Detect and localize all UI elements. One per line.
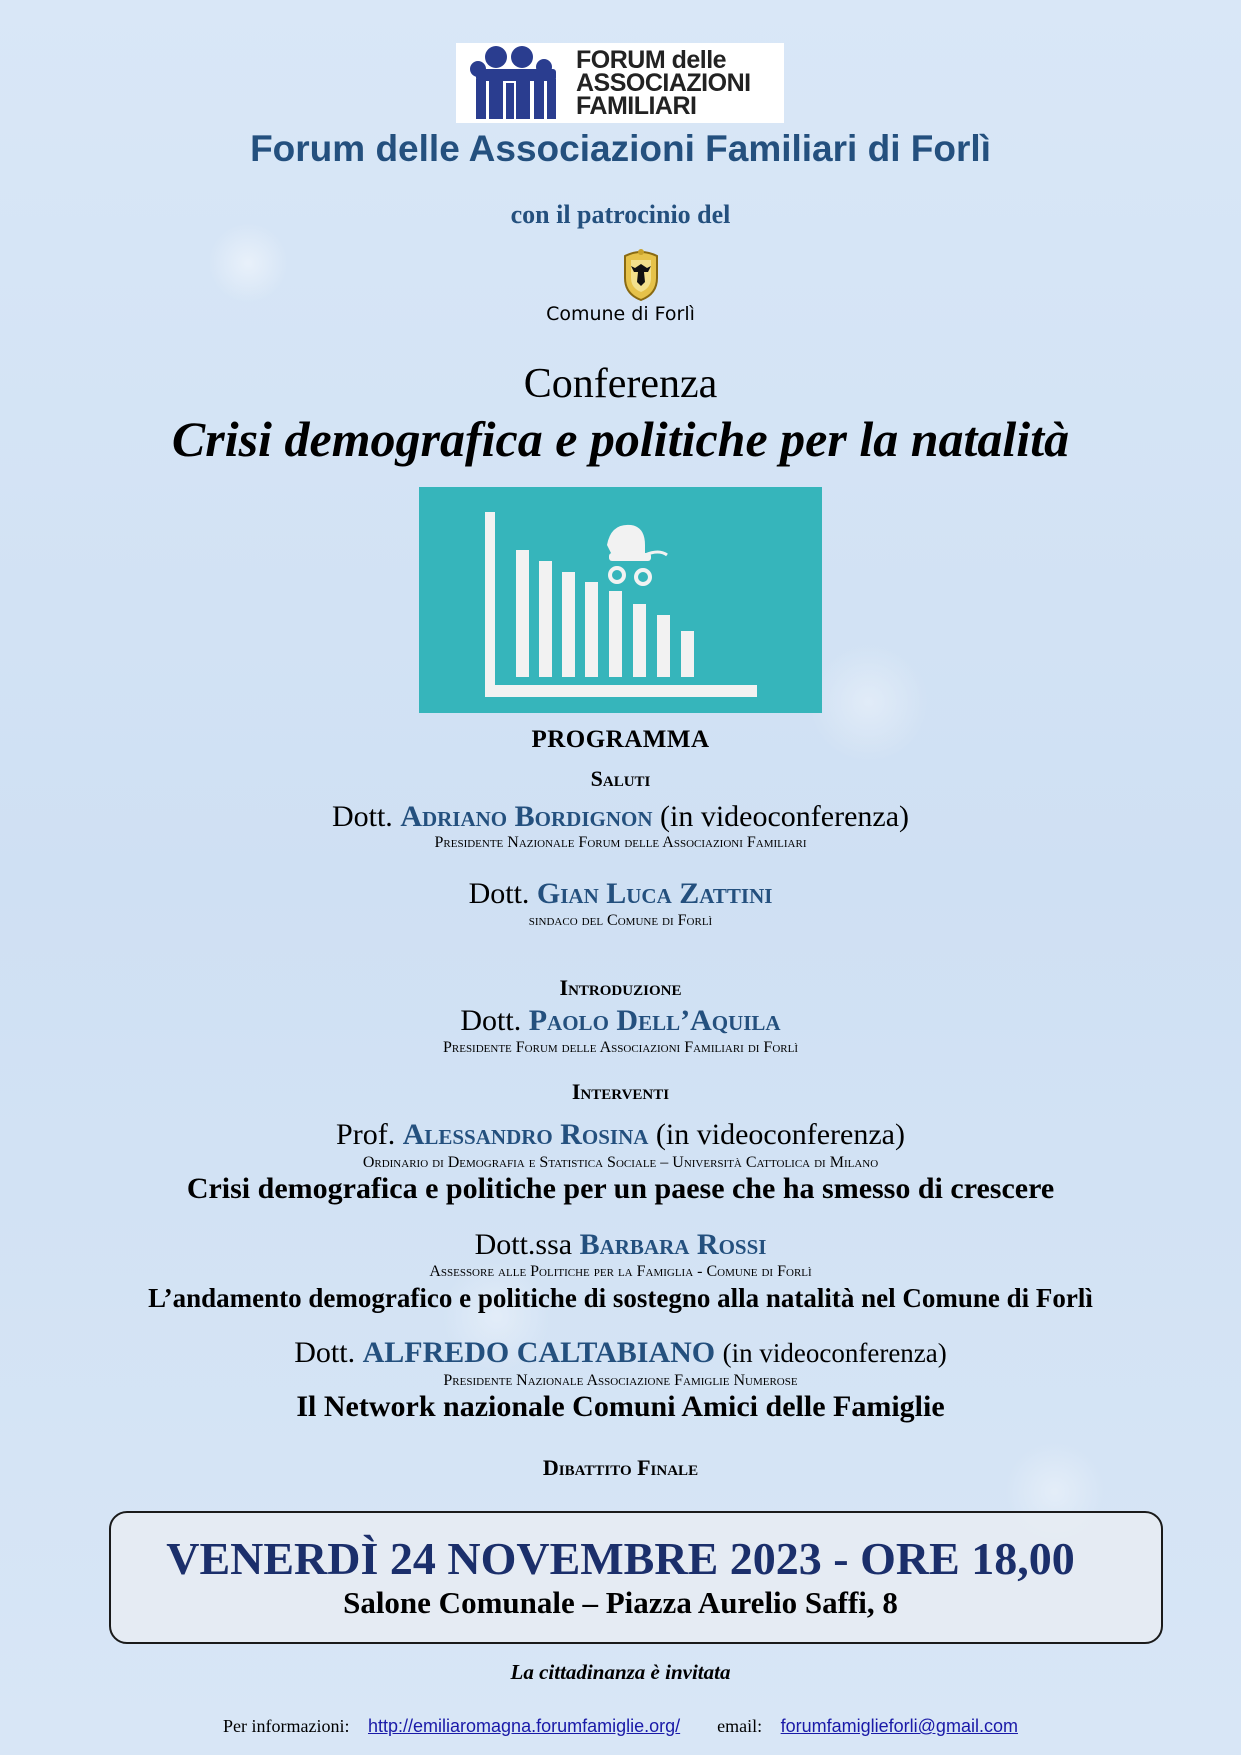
event-title: Crisi demografica e politiche per la natalità [171, 411, 1070, 467]
speaker-4-role: Ordinario di Demografia e Statistica Sociale – Università Cattolica di Milano [362, 1154, 879, 1171]
section-interventi: Interventi [571, 1079, 670, 1104]
invitation-note: La cittadinanza è invitata [510, 1660, 731, 1684]
forum-logo [456, 43, 784, 123]
speaker-6-role: Presidente Nazionale Associazione Famiglie Numerose [443, 1372, 798, 1389]
event-date: VENERDÌ 24 NOVEMBRE 2023 - ORE 18,00 [166, 1533, 1075, 1584]
logo-line-3: FAMILIARI [576, 91, 697, 120]
email-link[interactable]: forumfamiglieforli@gmail.com [780, 1716, 1018, 1736]
logo-wordmark [576, 45, 751, 120]
speaker-4-title: Prof. [336, 1118, 396, 1151]
speaker-6-talk: Il Network nazionale Comuni Amici delle Famiglie [296, 1390, 945, 1423]
email-label: email: [717, 1716, 763, 1736]
speaker-6-title: Dott. [294, 1336, 356, 1369]
speaker-4-talk: Crisi demografica e politiche per un paese che ha smesso di crescere [186, 1172, 1055, 1205]
speaker-4-name: Alessandro Rosina [402, 1118, 649, 1151]
speaker-2-title: Dott. [468, 877, 530, 910]
speaker-2 [0, 877, 1241, 911]
speaker-6 [0, 1336, 1241, 1370]
speaker-1-note: (in videoconferenza) [660, 800, 910, 833]
section-saluti: Saluti [590, 766, 651, 791]
section-introduzione: Introduzione [559, 975, 682, 1000]
organizer-title: Forum delle Associazioni Familiari di Forlì [250, 128, 991, 169]
speaker-3 [0, 1004, 1241, 1038]
speaker-5-title: Dott.ssa [474, 1228, 573, 1261]
family-figures-logo-icon [456, 43, 576, 123]
municipality-name: Comune di Forlì [546, 303, 695, 325]
speaker-5-talk: L’andamento demografico e politiche di sostegno alla natalità nel Comune di Forlì [148, 1283, 1093, 1313]
speaker-3-title: Dott. [460, 1004, 522, 1037]
speaker-6-note: (in videoconferenza) [722, 1338, 947, 1368]
info-label: Per informazioni: [223, 1716, 350, 1736]
speaker-1-title: Dott. [331, 800, 393, 833]
event-kind: Conferenza [523, 361, 718, 407]
section-dibattito: Dibattito Finale [542, 1455, 699, 1480]
speaker-1 [0, 800, 1241, 834]
speaker-6-name: ALFREDO CALTABIANO [362, 1336, 716, 1369]
speaker-4-note: (in videoconferenza) [655, 1118, 905, 1151]
contact-info [0, 1716, 1241, 1737]
speaker-2-role: sindaco del Comune di Forlì [528, 912, 713, 929]
logo-line-2: ASSOCIAZIONI [576, 68, 751, 97]
speaker-5-name: Barbara Rossi [579, 1228, 767, 1261]
speaker-5-role: Assessore alle Politiche per la Famiglia - Comune di Forlì [429, 1263, 812, 1280]
speaker-5 [0, 1228, 1241, 1262]
speaker-3-role: Presidente Forum delle Associazioni Familiari di Forlì [442, 1039, 798, 1056]
speaker-1-name: Adriano Bordignon [400, 800, 653, 833]
speaker-1-role: Presidente Nazionale Forum delle Associazioni Familiari [434, 834, 807, 851]
speaker-3-name: Paolo Dell’Aquila [528, 1004, 781, 1037]
program-heading: PROGRAMMA [531, 726, 710, 753]
website-link[interactable]: http://emiliaromagna.forumfamiglie.org/ [368, 1716, 681, 1736]
speaker-2-name: Gian Luca Zattini [536, 877, 773, 910]
declining-bar-chart-with-pram-icon [419, 487, 822, 713]
coat-of-arms-icon [619, 248, 663, 302]
event-venue: Salone Comunale – Piazza Aurelio Saffi, 8 [343, 1585, 898, 1620]
patronage-line: con il patrocinio del [510, 200, 731, 229]
logo-line-1: FORUM delle [576, 45, 727, 74]
speaker-4 [0, 1118, 1241, 1152]
